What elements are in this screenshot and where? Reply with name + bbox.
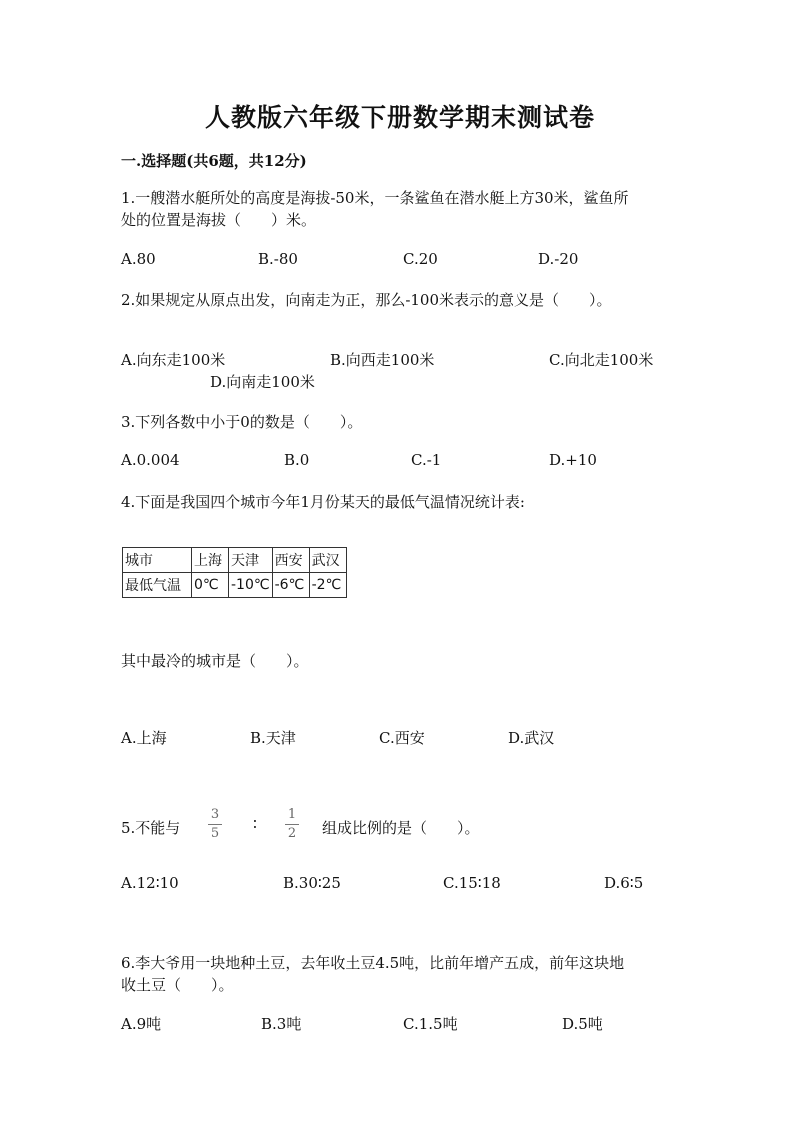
q6-option-a: A.9吨 [121,1015,162,1033]
q1-option-d: D.-20 [538,250,579,268]
table-cell: -10℃ [229,573,273,598]
q2-option-a: A.向东走100米 [121,351,226,369]
table-cell: 0℃ [192,573,229,598]
fraction-one-half [285,808,299,841]
fraction-bar [285,824,299,825]
q5-option-d: D.6∶5 [604,874,644,892]
q5-option-c: C.15∶18 [443,874,501,892]
fraction-three-fifths [208,808,222,841]
q4-option-b: B.天津 [250,729,296,747]
table-cell: 武汉 [309,548,346,573]
q5-option-a: A.12∶10 [121,874,179,892]
q6-option-b: B.3吨 [261,1015,302,1033]
question-1-line-2: 处的位置是海拔（ ）米。 [121,211,317,229]
temperature-table [122,547,347,598]
question-3-text: 3.下列各数中小于0的数是（ ）。 [121,413,363,431]
table-cell: 天津 [229,548,273,573]
fraction-numerator: 1 [287,807,297,822]
section-heading: 一.选择题(共6题，共12分) [121,152,307,170]
q4-option-d: D.武汉 [508,729,555,747]
q4-option-a: A.上海 [121,729,167,747]
fraction-numerator: 3 [210,807,220,822]
q3-option-d: D.+10 [549,451,597,469]
question-5-prefix: 5.不能与 [121,819,181,837]
fraction-bar [208,824,222,825]
question-4-text: 4.下面是我国四个城市今年1月份某天的最低气温情况统计表: [121,493,525,511]
table-cell: 西安 [272,548,309,573]
table-row [123,573,347,598]
q3-option-b: B.0 [284,451,310,469]
q2-option-c: C.向北走100米 [549,351,654,369]
q1-option-b: B.-80 [258,250,298,268]
q4-option-c: C.西安 [379,729,425,747]
question-6-line-2: 收土豆（ ）。 [121,976,234,994]
table-cell: 上海 [192,548,229,573]
table-header-row [123,548,347,573]
table-cell: 城市 [123,548,192,573]
fraction-denominator: 2 [287,826,297,841]
table-cell: -6℃ [272,573,309,598]
question-2-text: 2.如果规定从原点出发，向南走为正，那么-100米表示的意义是（ ）。 [121,291,612,309]
fraction-denominator: 5 [210,826,220,841]
page-title: 人教版六年级下册数学期末测试卷 [204,103,595,132]
q2-option-b: B.向西走100米 [330,351,435,369]
ratio-colon: ∶ [253,815,257,833]
question-4-followup: 其中最冷的城市是（ ）。 [121,652,309,670]
table-cell: -2℃ [309,573,346,598]
q3-option-a: A.0.004 [121,451,180,469]
question-5-suffix: 组成比例的是（ ）。 [322,819,480,837]
table-cell: 最低气温 [123,573,192,598]
question-6-line-1: 6.李大爷用一块地种土豆，去年收土豆4.5吨，比前年增产五成，前年这块地 [121,954,625,972]
question-1-line-1: 1.一艘潜水艇所处的高度是海拔-50米，一条鲨鱼在潜水艇上方30米，鲨鱼所 [121,189,629,207]
q3-option-c: C.-1 [411,451,442,469]
q6-option-c: C.1.5吨 [403,1015,458,1033]
q6-option-d: D.5吨 [562,1015,603,1033]
q1-option-c: C.20 [403,250,438,268]
q2-option-d: D.向南走100米 [210,373,315,391]
q1-option-a: A.80 [121,250,156,268]
q5-option-b: B.30∶25 [283,874,341,892]
